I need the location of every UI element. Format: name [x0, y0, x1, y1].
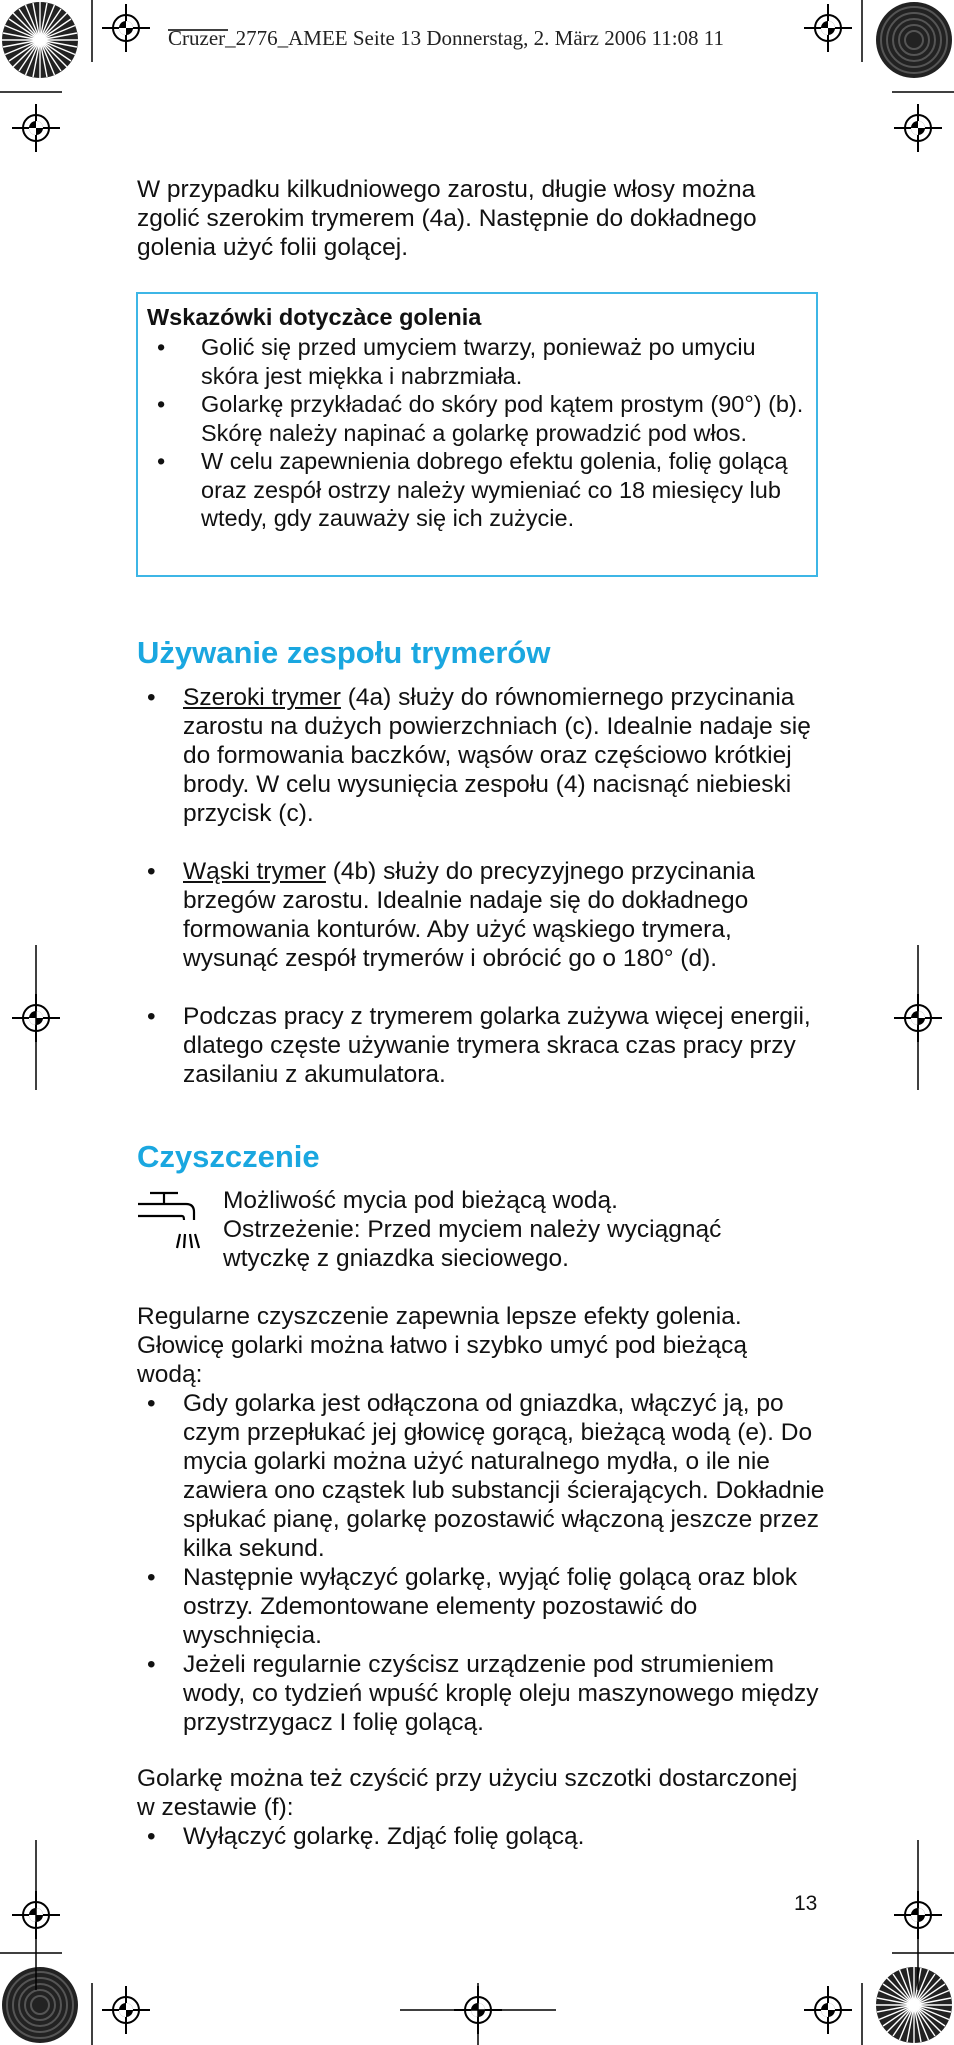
item-text: Wyłączyć golarkę. Zdjąć folię golącą.	[183, 1823, 585, 1850]
tip-text: W celu zapewnienia dobrego efektu golenia, folię golącą oraz zespół ostrzy należy wymieniać co 18 miesięcy lub wtedy, gdy zauważy się ich zużycie.	[201, 448, 788, 531]
warning-line: Możliwość mycia pod bieżącą wodą.	[223, 1187, 618, 1214]
list-item	[137, 1563, 827, 1650]
bullet-dot: •	[157, 391, 166, 417]
item-text: Następnie wyłączyć golarkę, wyjąć folię golącą oraz blok ostrzy. Zdemontowane elementy pozostawić do wyschnięcia.	[183, 1564, 798, 1649]
list-item	[137, 1650, 827, 1737]
bullet-dot: •	[147, 1564, 156, 1591]
item-text: Gdy golarka jest odłączona od gniazdka, włączyć ją, po czym przepłukać jej głowicę gorącą, bieżącą wodą (e). Do mycia golarki można użyć naturalnego mydła, o ile nie zawiera ono cząstek lub substancji ścierających. Dokładnie spłukać pianę, golarkę pozostawić włączoną jeszcze przez kilka sekund.	[183, 1390, 825, 1562]
bullet-dot: •	[147, 1003, 156, 1030]
faucet-icon	[136, 1190, 208, 1256]
cleaning-section-heading: Czyszczenie	[137, 1139, 320, 1174]
brush-paragraph: Golarkę można też czyścić przy użyciu szczotki dostarczonej w zestawie (f):	[137, 1765, 798, 1821]
bullet-dot: •	[147, 858, 156, 885]
bullet-dot: •	[147, 684, 156, 711]
bullet-dot: •	[147, 1651, 156, 1678]
intro-paragraph: W przypadku kilkudniowego zarostu, długie włosy można zgolić szerokim trymerem (4a). Następnie do dokładnego golenia użyć folii golącej.	[137, 176, 757, 261]
warning-line: Ostrzeżenie: Przed myciem należy wyciągnąć	[223, 1216, 722, 1243]
shaving-tips-title: Wskazówki dotyczàce golenia	[147, 304, 482, 330]
cleaning-paragraph: Regularne czyszczenie zapewnia lepsze efekty golenia. Głowicę golarki można łatwo i szybko umyć pod bieżącą wodą:	[137, 1303, 748, 1388]
brush-list	[137, 1822, 827, 1851]
print-slug-header: Cruzer_2776_AMEE Seite 13 Donnerstag, 2. März 2006 11:08 11	[168, 26, 725, 50]
wide-trimmer-term: Szeroki trymer	[183, 684, 341, 711]
page-number: 13	[794, 1892, 818, 1915]
narrow-trimmer-term: Wąski trymer	[183, 858, 326, 885]
list-item	[147, 447, 815, 533]
tip-text: Golarkę przykładać do skóry pod kątem prostym (90°) (b). Skórę należy napinać a golarkę prowadzić pod włos.	[201, 391, 804, 446]
cleaning-warning	[223, 1186, 823, 1273]
list-item	[147, 333, 815, 390]
tip-text: Golić się przed umyciem twarzy, ponieważ po umyciu skóra jest miękka i nabrzmiała.	[201, 334, 756, 389]
trimmer-section-heading: Używanie zespołu trymerów	[137, 635, 551, 670]
list-item	[137, 683, 827, 828]
list-item	[137, 1822, 827, 1851]
warning-line: wtyczkę z gniazdka sieciowego.	[223, 1245, 569, 1272]
list-item	[137, 857, 827, 973]
cleaning-list	[137, 1389, 827, 1737]
list-item	[137, 1389, 827, 1563]
item-text: (4a) służy do równomiernego przycinania zarostu na dużych powierzchniach (c). Idealnie nadaje się do formowania baczków, wąsów oraz częściowo krótkiej brody. W celu wysunięcia zespołu (4) nacisnąć niebieski przycisk (c).	[183, 684, 811, 827]
bullet-dot: •	[147, 1390, 156, 1417]
list-item	[147, 390, 815, 447]
item-text: Podczas pracy z trymerem golarka zużywa więcej energii, dlatego częste używanie trymera skraca czas pracy przy zasilaniu z akumulatora.	[183, 1003, 811, 1088]
bullet-dot: •	[157, 334, 166, 360]
item-text: Jeżeli regularnie czyścisz urządzenie pod strumieniem wody, co tydzień wpuść kroplę oleju maszynowego między przystrzygacz I folię golącą.	[183, 1651, 819, 1736]
item-text: (4b) służy do precyzyjnego przycinania brzegów zarostu. Idealnie nadaje się do dokładnego formowania konturów. Aby użyć wąskiego trymera, wysunąć zespół trymerów i obrócić go o 180° (d).	[183, 858, 755, 972]
bullet-dot: •	[157, 448, 166, 474]
list-item	[137, 1002, 827, 1089]
bullet-dot: •	[147, 1823, 156, 1850]
trimmer-list	[137, 683, 827, 1089]
shaving-tips-list	[147, 333, 815, 533]
